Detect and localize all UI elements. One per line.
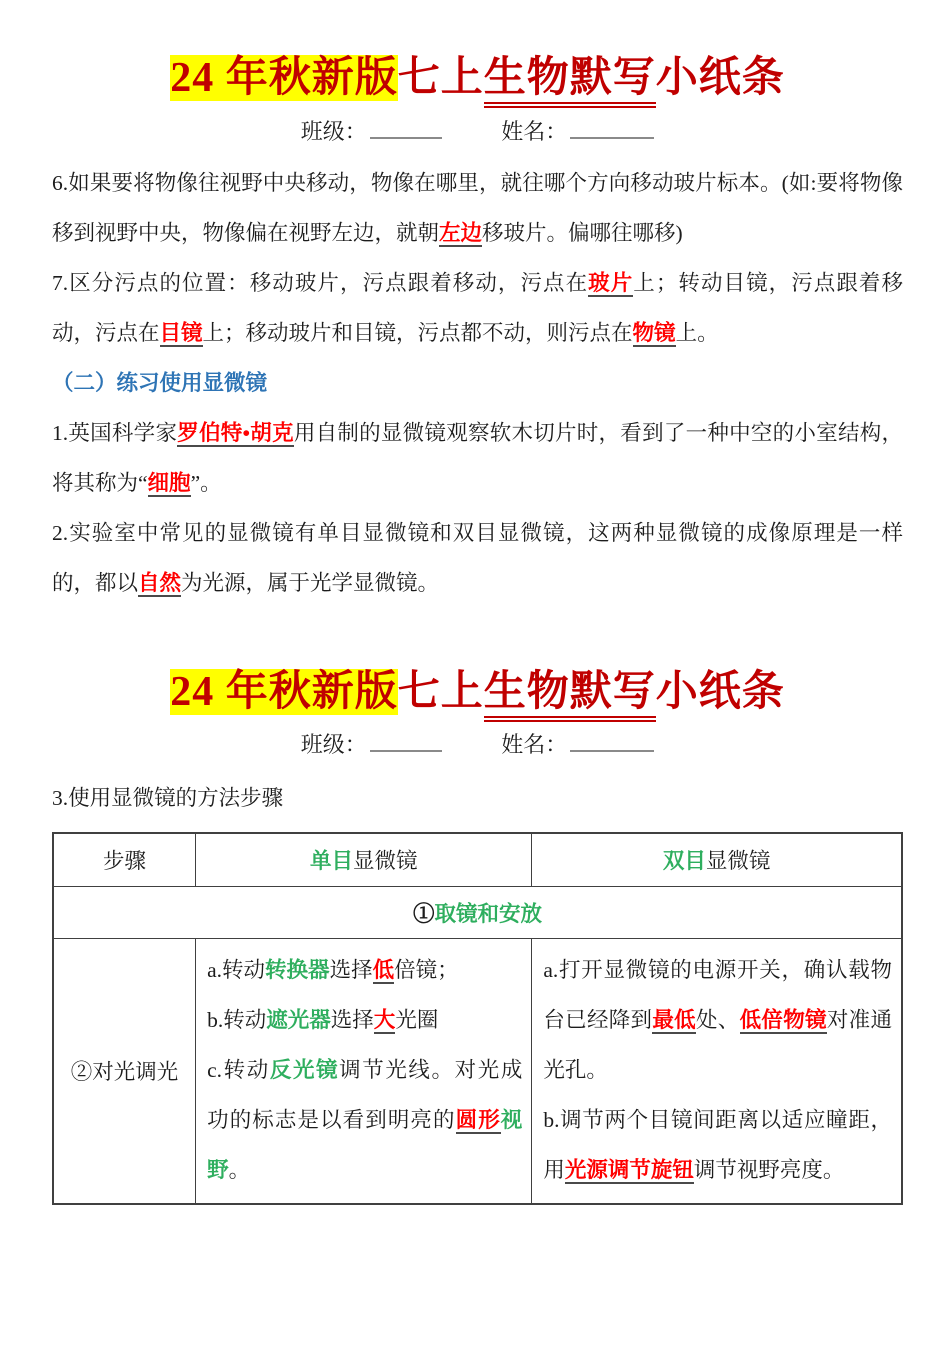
question-item-7: 7.区分污点的位置：移动玻片，污点跟着移动，污点在玻片上；转动目镜，污点跟着移动，污点在目镜上；移动玻片和目镜，污点都不动，则污点在物镜上。	[52, 270, 903, 345]
bino-step-b: b.调节两个目镜间距离以适应瞳距，用光源调节旋钮调节视野亮度。	[543, 1107, 892, 1182]
name-label: 姓名：	[501, 118, 568, 144]
mono-step-a: a.转动转换器选择低倍镜；	[207, 957, 459, 982]
question-item-6: 6.如果要将物像往视野中央移动，物像在哪里，就往哪个方向移动玻片标本。(如:要将物像移到视野中央，物像偏在视野左边，就朝左边移玻片。偏哪往哪移)	[52, 170, 903, 245]
class-blank	[370, 115, 442, 139]
mono-step-c: c.转动反光镜调节光线。对光成功的标志是以看到明亮的圆形视野。	[207, 1057, 523, 1182]
microscope-steps-table	[52, 832, 903, 1205]
class-label: 班级：	[300, 118, 367, 144]
header-cell-binocular: 双目显微镜	[532, 833, 902, 886]
section-divider-space	[52, 608, 903, 666]
header-cell-step: 步骤	[53, 833, 196, 886]
doc-title: 24 年秋新版七上生物默写小纸条	[52, 0, 903, 105]
doc-title-repeat: 24 年秋新版七上生物默写小纸条	[52, 666, 903, 719]
name-blank	[570, 115, 654, 139]
name-label-2: 姓名：	[501, 732, 568, 757]
name-field-2	[501, 732, 654, 757]
question-item-2: 2.实验室中常见的显微镜有单目显微镜和双目显微镜，这两种显微镜的成像原理是一样的，都以自然为光源，属于光学显微镜。	[52, 520, 903, 595]
mono-step-b: b.转动遮光器选择大光圈	[207, 1007, 439, 1032]
step1-merged-cell: ①取镜和安放	[53, 886, 902, 938]
question-item-3: 3.使用显微镜的方法步骤	[52, 786, 284, 810]
question-item-1: 1.英国科学家罗伯特•胡克用自制的显微镜观察软木切片时，看到了一种中空的小室结构，将其称为“细胞”。	[52, 420, 903, 495]
class-blank-2	[370, 728, 442, 752]
class-name-line-2	[52, 728, 903, 759]
table-header-row	[53, 833, 902, 886]
section2-content	[52, 773, 903, 823]
class-name-line	[52, 115, 903, 146]
step2-monocular-cell	[196, 938, 532, 1204]
section1-content	[52, 158, 903, 608]
name-field	[501, 119, 654, 144]
class-field-2	[301, 732, 442, 757]
class-label-2: 班级：	[300, 732, 367, 757]
name-blank-2	[570, 728, 654, 752]
class-field	[301, 119, 442, 144]
step2-binocular-cell	[532, 938, 902, 1204]
table-row-step1	[53, 886, 902, 938]
header-cell-monocular: 单目显微镜	[196, 833, 532, 886]
section-heading: （二）练习使用显微镜	[52, 370, 268, 395]
bino-step-a: a.打开显微镜的电源开关，确认载物台已经降到最低处、低倍物镜对准通光孔。	[543, 957, 892, 1082]
step2-label-cell: ②对光调光	[53, 938, 196, 1204]
table-row-step2	[53, 938, 902, 1204]
